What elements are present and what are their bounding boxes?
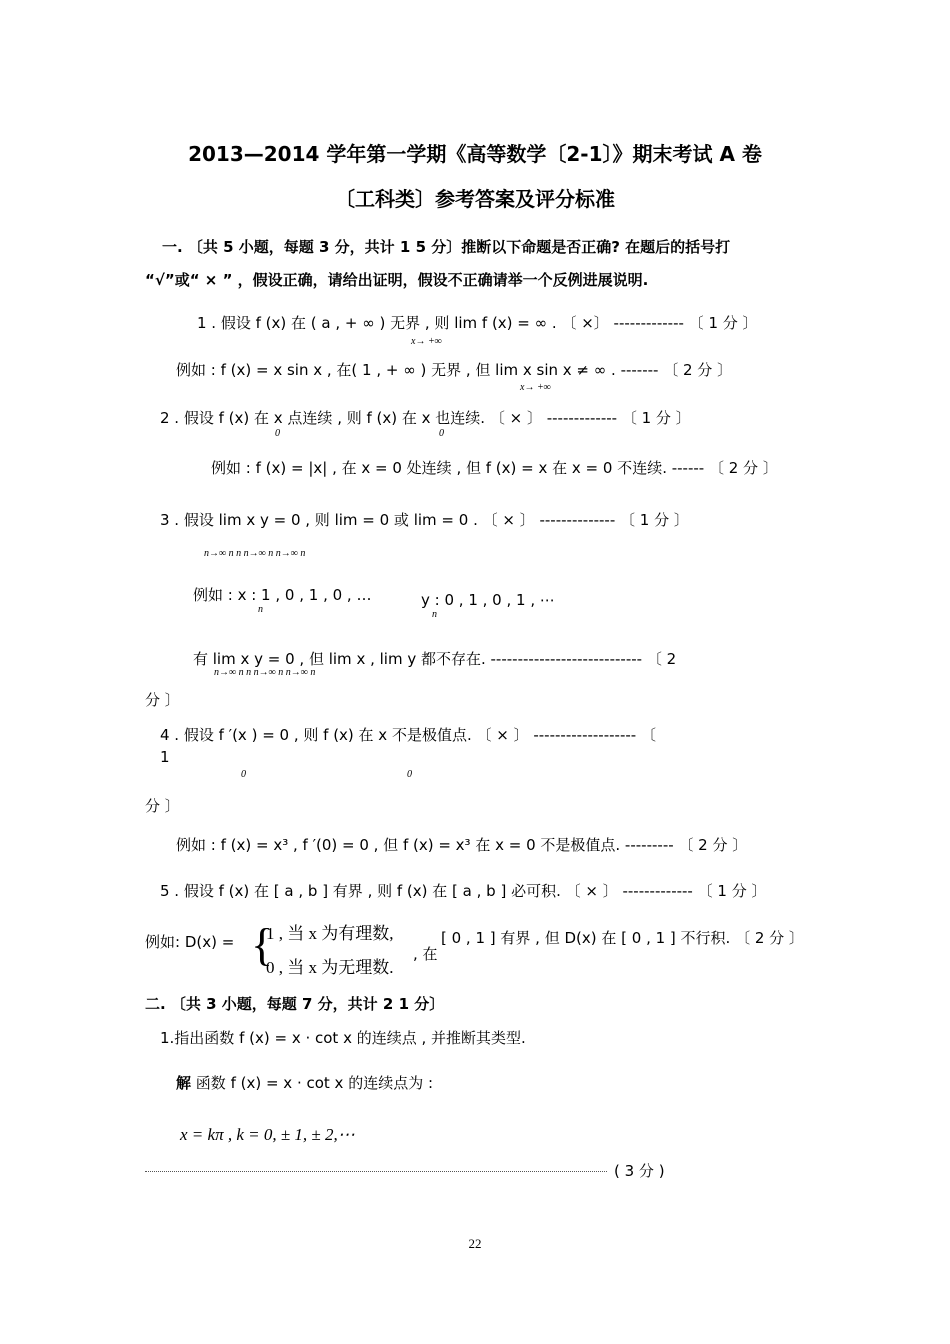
section1-header-line-2: “√”或“ × ” ，假设正确，请给出证明，假设不正确请举一个反例进展说明. bbox=[145, 271, 649, 289]
q5-example-prefix: 例如: D(x) = bbox=[145, 933, 235, 951]
section2-q1-statement: 1.指出函数 f (x) = x · cot x 的连续点 , 并推断其类型. bbox=[160, 1029, 526, 1047]
q1-example-subscript: x→ +∞ bbox=[520, 382, 551, 393]
q3-example-line-2: 有 lim x y = 0 , 但 lim x , lim y 都不存在. ---------------------------- 〔 2 bbox=[193, 650, 677, 668]
section2-q1-discontinuity-points: x = kπ , k = 0, ± 1, ± 2,⋯ bbox=[180, 1125, 355, 1144]
q1-example: 例如 : f (x) = x sin x , 在( 1 , + ∞ ) 无界 , 但 lim x sin x ≠ ∞ . ------- 〔 2 分 〕 bbox=[176, 361, 733, 379]
solution-text: 函数 f (x) = x · cot x 的连续点为 : bbox=[195, 1074, 434, 1092]
q2-example: 例如 : f (x) = |x| , 在 x = 0 处连续 , 但 f (x) = x 在 x = 0 不连续. ------ 〔 2 分 〕 bbox=[211, 459, 778, 477]
q3-example-score-end: 分 〕 bbox=[145, 691, 180, 709]
q3-subscripts: n→∞ n n n→∞ n n→∞ n bbox=[204, 548, 306, 559]
q5-piecewise-brace: { bbox=[251, 919, 274, 970]
q4-score-end: 分 〕 bbox=[145, 797, 180, 815]
q4-subscript-b: 0 bbox=[407, 769, 412, 780]
q5-example-suffix: , 在 bbox=[413, 945, 438, 963]
q4-example: 例如 : f (x) = x³ , f ′(0) = 0 , 但 f (x) = x³ 在 x = 0 不是极值点. --------- 〔 2 分 〕 bbox=[176, 836, 748, 854]
score-leader-dots bbox=[145, 1171, 607, 1172]
q4-statement-continued: 1 bbox=[160, 748, 170, 766]
title-line-2: 〔工科类〕参考答案及评分标准 bbox=[335, 187, 615, 211]
q3-example-y-subscript: n bbox=[432, 609, 437, 620]
section2-q1-score: ( 3 分 ) bbox=[614, 1162, 665, 1180]
q5-case-2: 0 , 当 x 为无理数. bbox=[266, 958, 394, 977]
q5-example-rest: [ 0 , 1 ] 有界 , 但 D(x) 在 [ 0 , 1 ] 不行积. 〔 2 分 〕 bbox=[441, 929, 804, 947]
title-line-1: 2013—2014 学年第一学期《高等数学〔2-1〕》期末考试 A 卷 bbox=[188, 142, 762, 166]
solution-label: 解 bbox=[176, 1074, 192, 1092]
q1-statement: 1 . 假设 f (x) 在 ( a , + ∞ ) 无界 , 则 lim f (x) = ∞ . 〔 ×〕 ------------- 〔 1 分 〕 bbox=[197, 314, 758, 332]
q5-case-1: 1 , 当 x 为有理数, bbox=[266, 924, 394, 943]
q4-statement: 4 . 假设 f ′(x ) = 0 , 则 f (x) 在 x 不是极值点. 〔 × 〕 ------------------- 〔 bbox=[160, 726, 656, 744]
q3-example-line-2-subscripts: n→∞ n n n→∞ n n→∞ n bbox=[214, 667, 316, 678]
q3-statement: 3 . 假设 lim x y = 0 , 则 lim = 0 或 lim = 0 . 〔 × 〕 -------------- 〔 1 分 〕 bbox=[160, 511, 689, 529]
q2-subscript-b: 0 bbox=[439, 428, 444, 439]
section2-header: 二. 〔共 3 小题，每题 7 分，共计 2 1 分〕 bbox=[145, 995, 445, 1013]
section2-q1-solution bbox=[176, 1072, 433, 1094]
q2-statement: 2 . 假设 f (x) 在 x 点连续 , 则 f (x) 在 x 也连续. 〔 × 〕 ------------- 〔 1 分 〕 bbox=[160, 409, 691, 427]
q2-subscript-a: 0 bbox=[275, 428, 280, 439]
q3-example-x: 例如 : x : 1 , 0 , 1 , 0 , … bbox=[193, 586, 372, 604]
page-number: 22 bbox=[468, 1236, 482, 1251]
q5-statement: 5 . 假设 f (x) 在 [ a , b ] 有界 , 则 f (x) 在 [ a , b ] 必可积. 〔 × 〕 ------------- 〔 1 分 〕 bbox=[160, 882, 767, 900]
q3-example-y: y : 0 , 1 , 0 , 1 , ⋯ bbox=[421, 591, 555, 609]
q1-limit-subscript: x→ +∞ bbox=[411, 336, 442, 347]
q4-subscript-a: 0 bbox=[241, 769, 246, 780]
q3-example-x-subscript: n bbox=[258, 604, 263, 615]
section1-header-line-1: 一. 〔共 5 小题，每题 3 分，共计 1 5 分〕推断以下命题是否正确? 在题后的括号打 bbox=[162, 238, 731, 256]
